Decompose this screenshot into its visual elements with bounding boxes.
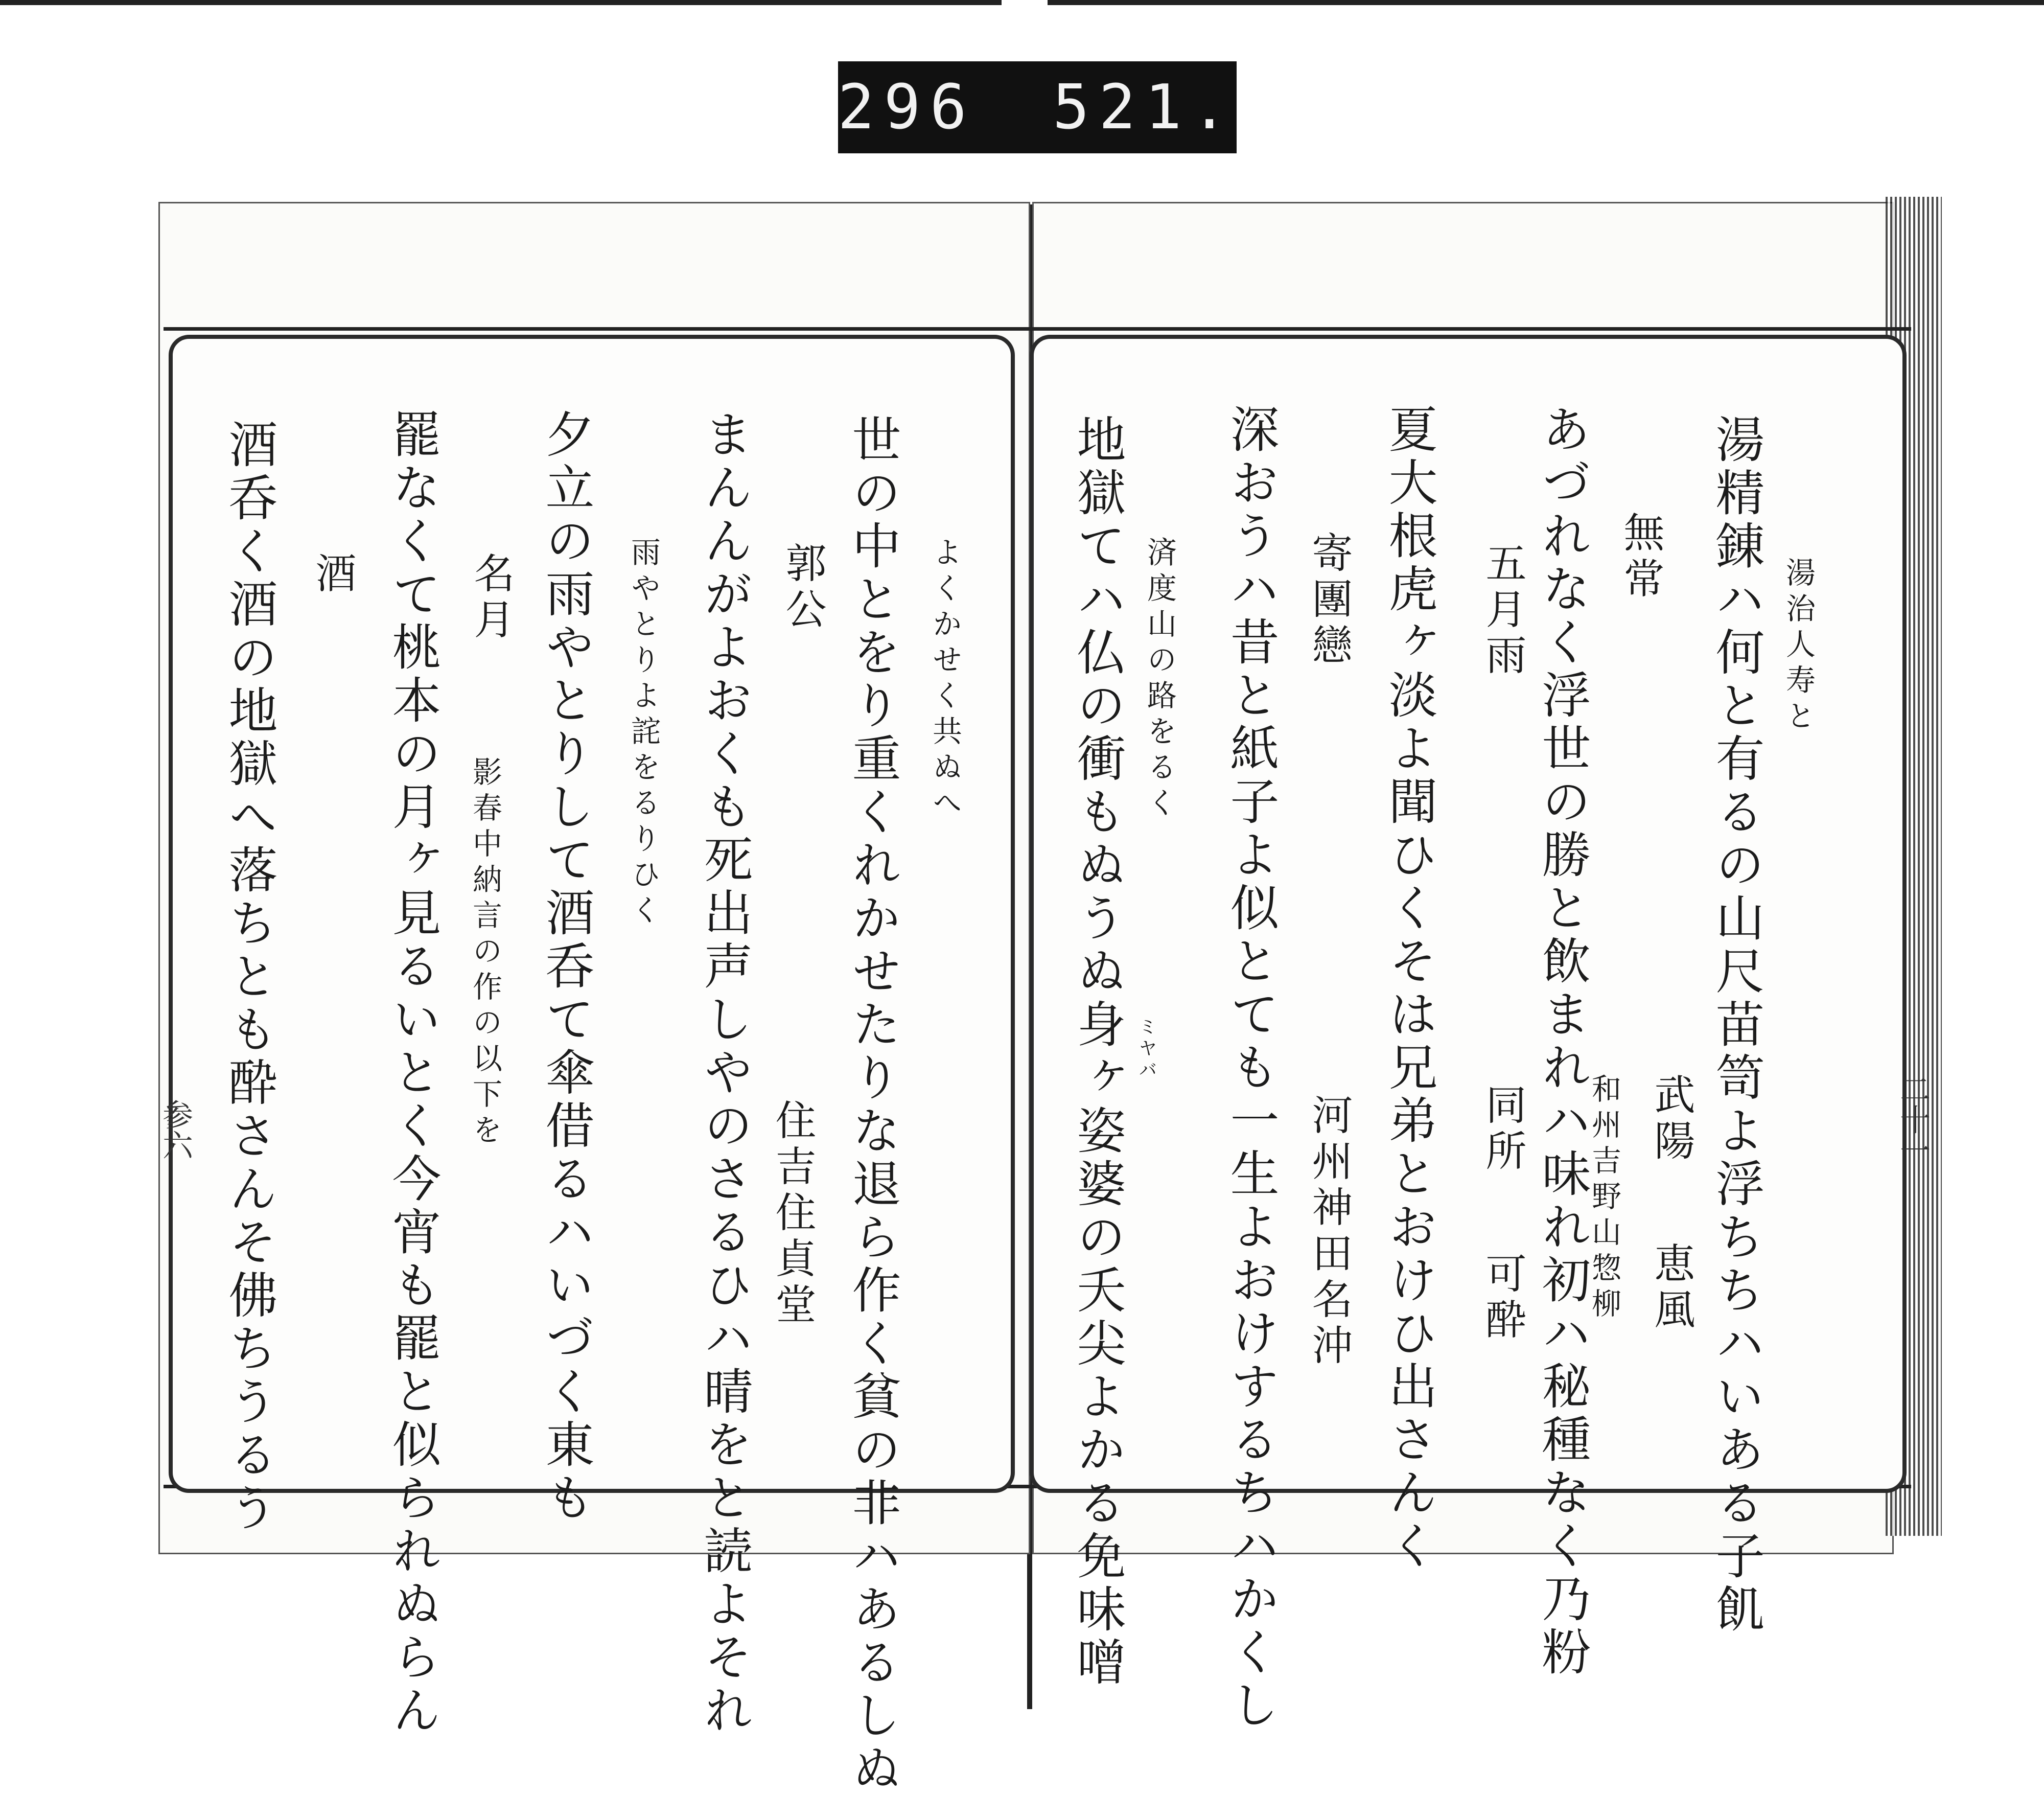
right-edge-folio-mark: 二十一 xyxy=(1895,1073,1931,1165)
right-col-12-ruby: ミヤバ xyxy=(1136,1017,1157,1081)
right-col-3-author-place: 武陽 xyxy=(1647,1073,1695,1165)
right-col-11-heading: 済度山の路をるく xyxy=(1142,537,1177,823)
upper-rule xyxy=(164,327,1911,331)
right-col-12-verse: 地獄てハ仏の衝もぬうぬ身ヶ姿婆の夭尖よかる免味噌 xyxy=(1069,414,1126,1690)
right-col-8-verse: 夏大根虎ヶ淡よ聞ひくそは兄弟とおけひ出さんく xyxy=(1381,404,1438,1573)
left-col-3-author: 住吉住貞堂 xyxy=(769,1099,816,1329)
right-col-5-author: 和州吉野山惣柳 xyxy=(1587,1073,1621,1324)
left-col-7-theme: 名月 xyxy=(467,552,515,644)
top-scan-rule-left xyxy=(0,0,1002,5)
counter-right-number: 521. xyxy=(1052,72,1237,143)
right-text-frame xyxy=(1030,335,1907,1493)
right-col-6-verse: あづれなく浮世の勝と飲まれハ味れ初ハ秘種なく乃粉 xyxy=(1534,404,1591,1679)
left-col-1-heading: よくかせく共ぬへ xyxy=(927,537,962,823)
right-col-3-author-name: 恵風 xyxy=(1647,1242,1695,1334)
left-col-9-theme: 酒 xyxy=(309,552,356,598)
right-col-4-theme: 無常 xyxy=(1617,511,1664,603)
top-scan-rule-right xyxy=(1048,0,2044,5)
left-col-4-verse: まんんがよおくも死出声しやのさるひハ晴をと読よそれ xyxy=(696,409,753,1738)
left-col-3-theme: 郭公 xyxy=(779,542,826,634)
right-col-7-place: 同所 xyxy=(1479,1084,1526,1176)
right-col-10-verse: 深おうハ昔と紙子よ似とても一生よおけするちハかくし xyxy=(1222,404,1280,1733)
right-col-2-verse: 湯精錬ハ何と有るの山尺苗笥よ浮ちちハいある子飢 xyxy=(1708,414,1765,1637)
left-col-2-verse: 世の中とをり重くれかせたりな退ら作く貧の非ハあるしぬ xyxy=(844,414,901,1796)
right-col-7-theme: 五月雨 xyxy=(1479,542,1526,680)
left-col-10-verse: 酒呑く酒の地獄へ落ちとも酔さんそ佛ちうるう xyxy=(221,419,278,1535)
left-col-5-heading: 雨やとりよ詫をるりひく xyxy=(626,537,661,930)
left-col-8-verse: 罷なくて桃本の月ヶ見るいとく今宵も罷と似られぬらん xyxy=(384,409,442,1738)
right-col-9-author: 河州神田名沖 xyxy=(1305,1094,1353,1370)
left-col-7-note: 影春中納言の作の以下を xyxy=(468,756,502,1150)
right-col-9-theme: 寄團戀 xyxy=(1305,532,1353,670)
left-edge-folio-mark: 参六 xyxy=(157,1099,193,1160)
right-col-1-heading: 湯治人寿と xyxy=(1781,557,1816,736)
frame-counter-label xyxy=(838,61,1237,153)
counter-left-number: 296 xyxy=(838,72,976,143)
right-col-7-author: 可酔 xyxy=(1479,1252,1526,1344)
left-col-6-verse: 夕立の雨やとりして酒呑て傘借るハいづく東も xyxy=(538,409,595,1525)
